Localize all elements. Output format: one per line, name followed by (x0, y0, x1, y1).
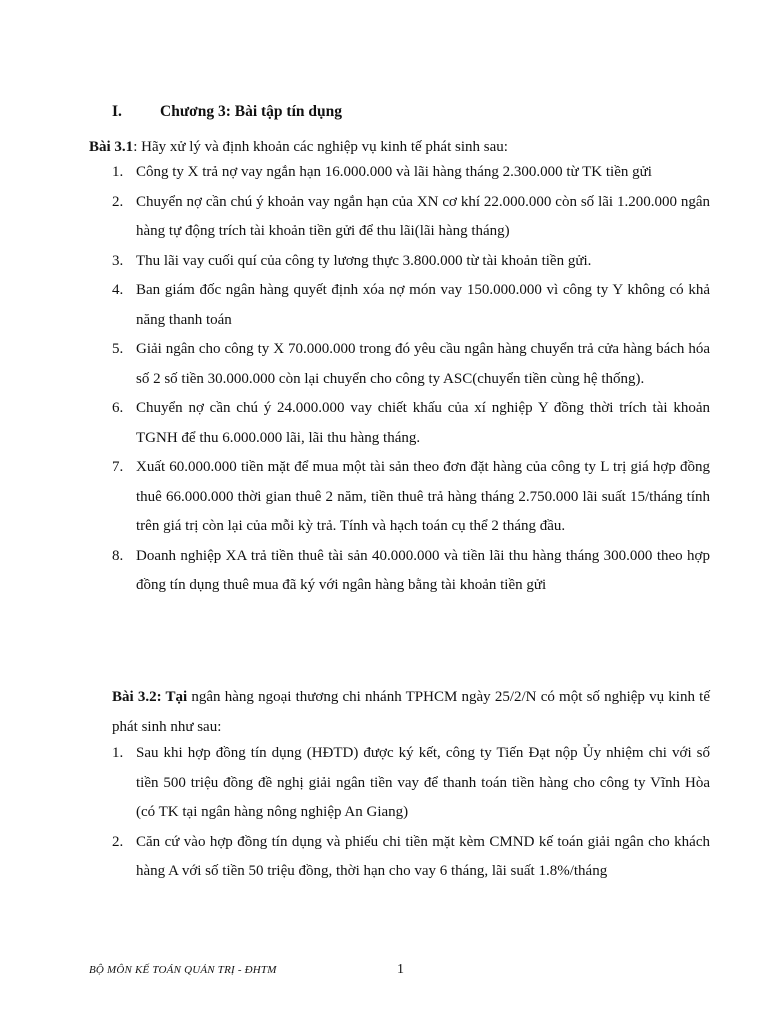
list-item (112, 394, 710, 453)
item-text: Chuyển nợ cần chú ý 24.000.000 vay chiết khấu của xí nghiệp Y đồng thời trích tài khoản TGNH để thu 6.000.000 lãi, lãi thu hàng tháng. (136, 400, 710, 446)
item-text: Căn cứ vào hợp đồng tín dụng và phiếu chi tiền mặt kèm CMND kế toán giải ngân cho khách hàng A với số tiền 50 triệu đồng, thời hạn cho vay 6 tháng, lãi suất 1.8%/tháng (136, 833, 710, 879)
page-number: 1 (397, 962, 404, 977)
list-item (112, 335, 710, 394)
list-item (112, 247, 710, 277)
heading-text: Chương 3: Bài tập tín dụng (160, 103, 342, 120)
list-item (112, 542, 710, 601)
exercise-3-1-list (112, 158, 710, 601)
chapter-heading (112, 103, 342, 121)
exercise-3-1-instruction: : Hãy xử lý và định khoản các nghiệp vụ kinh tế phát sinh sau: (133, 139, 508, 155)
item-text: Sau khi hợp đồng tín dụng (HĐTD) được ký kết, công ty Tiến Đạt nộp Ủy nhiệm chi với số tiền 500 triệu đồng đề nghị giải ngân tiền vay để thanh toán tiền hàng cho công ty Vĩnh Hòa (có TK tại ngân hàng nông nghiệp An Giang) (136, 745, 710, 820)
item-number: 4. (112, 282, 124, 298)
item-text: Ban giám đốc ngân hàng quyết định xóa nợ món vay 150.000.000 vì công ty Y không có khả năng thanh toán (136, 282, 710, 328)
list-item (112, 188, 710, 247)
footer-department: BỘ MÔN KẾ TOÁN QUẢN TRỊ - ĐHTM (89, 964, 277, 976)
exercise-3-1-label: Bài 3.1 (89, 139, 134, 155)
exercise-3-2-label: Bài 3.2: Tại (112, 689, 188, 705)
item-text: Công ty X trả nợ vay ngắn hạn 16.000.000 và lãi hàng tháng 2.300.000 từ TK tiền gửi (136, 164, 652, 180)
item-text: Xuất 60.000.000 tiền mặt để mua một tài sản theo đơn đặt hàng của công ty L trị giá hợp đồng thuê 66.000.000 thời gian thuê 2 năm, tiền thuê trả hàng tháng 2.750.000 lãi suất 15/tháng tính trên giá trị còn lại của mỗi kỳ trả. Tính và hạch toán cụ thể 2 tháng đầu. (136, 459, 710, 534)
exercise-3-2-intro (112, 683, 710, 742)
list-item (112, 158, 710, 188)
item-number: 1. (112, 745, 124, 761)
item-text: Doanh nghiệp XA trả tiền thuê tài sản 40.000.000 và tiền lãi thu hàng tháng 300.000 theo hợp đồng tín dụng thuê mua đã ký với ngân hàng bằng tài khoản tiền gửi (136, 547, 710, 593)
list-item (112, 453, 710, 542)
item-number: 5. (112, 341, 124, 357)
item-number: 2. (112, 193, 124, 210)
list-item (112, 828, 710, 887)
exercise-3-2-instruction: ngân hàng ngoại thương chi nhánh TPHCM ngày 25/2/N có một số nghiệp vụ kinh tế phát sinh như sau: (112, 689, 710, 735)
item-number: 8. (112, 547, 124, 564)
item-number: 2. (112, 833, 124, 850)
item-text: Thu lãi vay cuối quí của công ty lương thực 3.800.000 từ tài khoản tiền gửi. (136, 252, 592, 269)
list-item (112, 739, 710, 828)
heading-number: I. (112, 103, 122, 120)
item-number: 3. (112, 252, 124, 269)
item-text: Giải ngân cho công ty X 70.000.000 trong đó yêu cầu ngân hàng chuyển trả cửa hàng bách hóa số 2 số tiền 30.000.000 còn lại chuyển cho công ty ASC(chuyển tiền cùng hệ thống). (136, 341, 710, 387)
list-item (112, 276, 710, 335)
item-number: 6. (112, 400, 124, 416)
exercise-3-2-list (112, 739, 710, 887)
item-number: 7. (112, 459, 124, 475)
item-text: Chuyển nợ cần chú ý khoản vay ngắn hạn của XN cơ khí 22.000.000 còn số lãi 1.200.000 ngân hàng tự động trích tài khoản tiền gửi để thu lãi(lãi hàng tháng) (136, 193, 710, 239)
item-number: 1. (112, 164, 124, 180)
